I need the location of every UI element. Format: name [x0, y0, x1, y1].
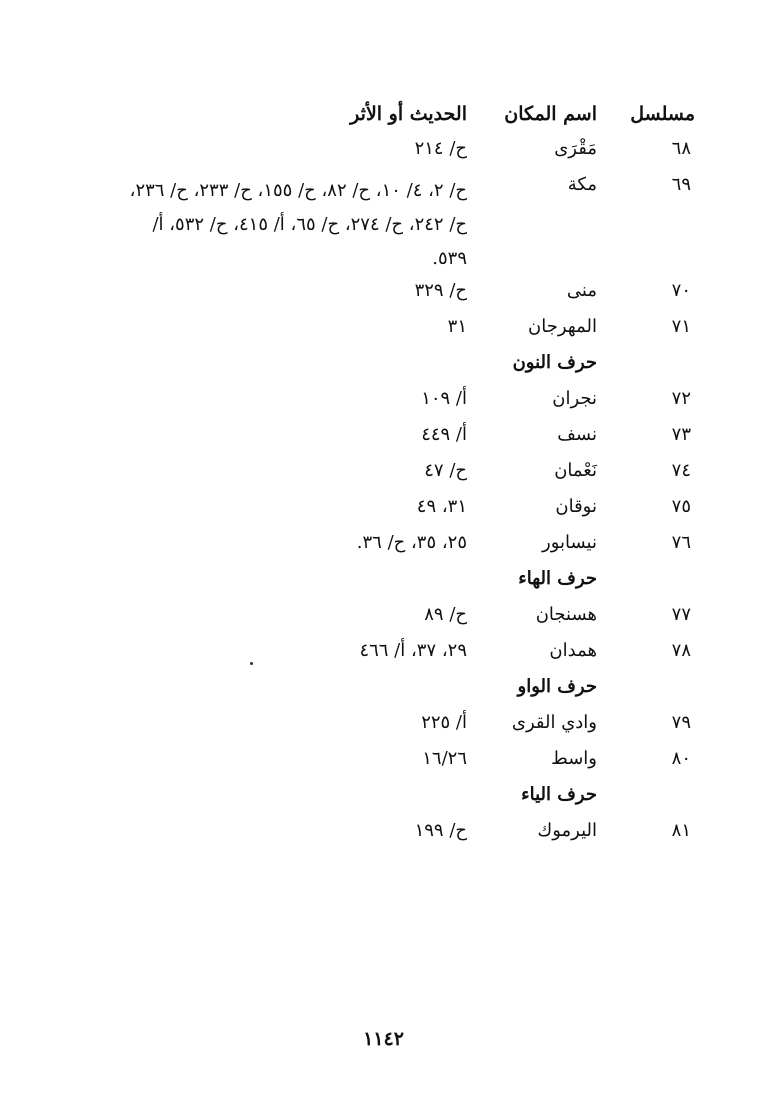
row-place: منى: [566, 280, 597, 301]
row-reference: ح/ ١٩٩: [414, 820, 467, 841]
row-reference: أ/ ٤٤٩: [421, 424, 467, 445]
row-serial: ٧٣: [671, 424, 691, 445]
row-reference: ٣١: [447, 316, 467, 337]
row-serial: ٧٨: [671, 640, 691, 661]
row-place: هسنجان: [535, 604, 597, 625]
row-place: نيسابور: [542, 532, 597, 553]
row-reference: ٢٩، ٣٧، أ/ ٤٦٦: [359, 640, 467, 661]
row-place: واسط: [551, 748, 597, 769]
row-reference: [77, 174, 597, 276]
section-heading-nun: [0, 352, 767, 388]
row-reference: ٣١، ٤٩: [416, 496, 467, 517]
row-serial: ٧٢: [671, 388, 691, 409]
row-serial: ٨١: [671, 820, 691, 841]
table-row: [0, 496, 767, 532]
table-row: [0, 532, 767, 568]
row-place: نَعْمان: [554, 460, 597, 481]
row-serial: ٧٥: [671, 496, 691, 517]
reference-line: ح/ ٢٤٢، ح/ ٢٧٤، ح/ ٦٥، أ/ ٤١٥، ح/ ٥٣٢، أ/: [152, 214, 467, 235]
table-row: [0, 424, 767, 460]
row-place: وادي القرى: [511, 712, 597, 733]
row-reference: ح/ ٣٢٩: [414, 280, 467, 301]
row-reference: ح/ ٢١٤: [414, 138, 467, 159]
row-place: نسف: [557, 424, 597, 445]
section-heading-ha: [0, 568, 767, 604]
row-place: نوقان: [555, 496, 597, 517]
header-place-name: اسم المكان: [504, 103, 597, 125]
header-serial: مسلسل: [630, 103, 695, 125]
section-heading-ya: [0, 784, 767, 820]
row-serial: ٧٧: [671, 604, 691, 625]
row-reference: ١٦/٢٦: [422, 748, 467, 769]
row-serial: ٧٤: [671, 460, 691, 481]
row-reference: ح/ ٨٩: [424, 604, 467, 625]
row-place: اليرموك: [537, 820, 597, 841]
row-reference: ح/ ٤٧: [424, 460, 467, 481]
row-reference: ٢٥، ٣٥، ح/ ٣٦.: [356, 532, 467, 553]
index-table: [0, 138, 767, 856]
row-serial: ٧١: [671, 316, 691, 337]
row-serial: ٦٨: [671, 138, 691, 159]
table-row: [0, 640, 767, 676]
row-serial: ٦٩: [671, 174, 691, 195]
row-reference: أ/ ١٠٩: [421, 388, 467, 409]
row-serial: ٧٠: [671, 280, 691, 301]
table-header: [0, 103, 767, 131]
table-row: [0, 748, 767, 784]
section-title: حرف الهاء: [518, 568, 597, 589]
reference-line: ح/ ٢، ٤/ ١٠، ح/ ٨٢، ح/ ١٥٥، ح/ ٢٣٣، ح/ ٢٣٦،: [129, 180, 467, 201]
row-serial: ٨٠: [671, 748, 691, 769]
reference-line: ٥٣٩.: [432, 248, 467, 269]
table-row: [0, 174, 767, 280]
row-place: مَقْرَى: [554, 138, 597, 159]
row-serial: ٧٩: [671, 712, 691, 733]
section-heading-waw: [0, 676, 767, 712]
row-place: مكة: [567, 174, 597, 195]
table-row: [0, 138, 767, 174]
table-row: [0, 316, 767, 352]
table-row: [0, 460, 767, 496]
table-row: [0, 388, 767, 424]
row-place: نجران: [552, 388, 597, 409]
header-reference: الحديث أو الأثر: [350, 103, 467, 125]
row-place: المهرجان: [528, 316, 597, 337]
section-title: حرف النون: [512, 352, 597, 373]
section-title: حرف الياء: [521, 784, 597, 805]
row-reference: أ/ ٢٢٥: [421, 712, 467, 733]
ink-speck: [250, 662, 253, 665]
page-number: ١١٤٢: [363, 1028, 404, 1050]
row-serial: ٧٦: [671, 532, 691, 553]
table-row: [0, 604, 767, 640]
section-title: حرف الواو: [517, 676, 597, 697]
table-row: [0, 712, 767, 748]
row-place: همدان: [549, 640, 597, 661]
table-row: [0, 280, 767, 316]
table-row: [0, 820, 767, 856]
